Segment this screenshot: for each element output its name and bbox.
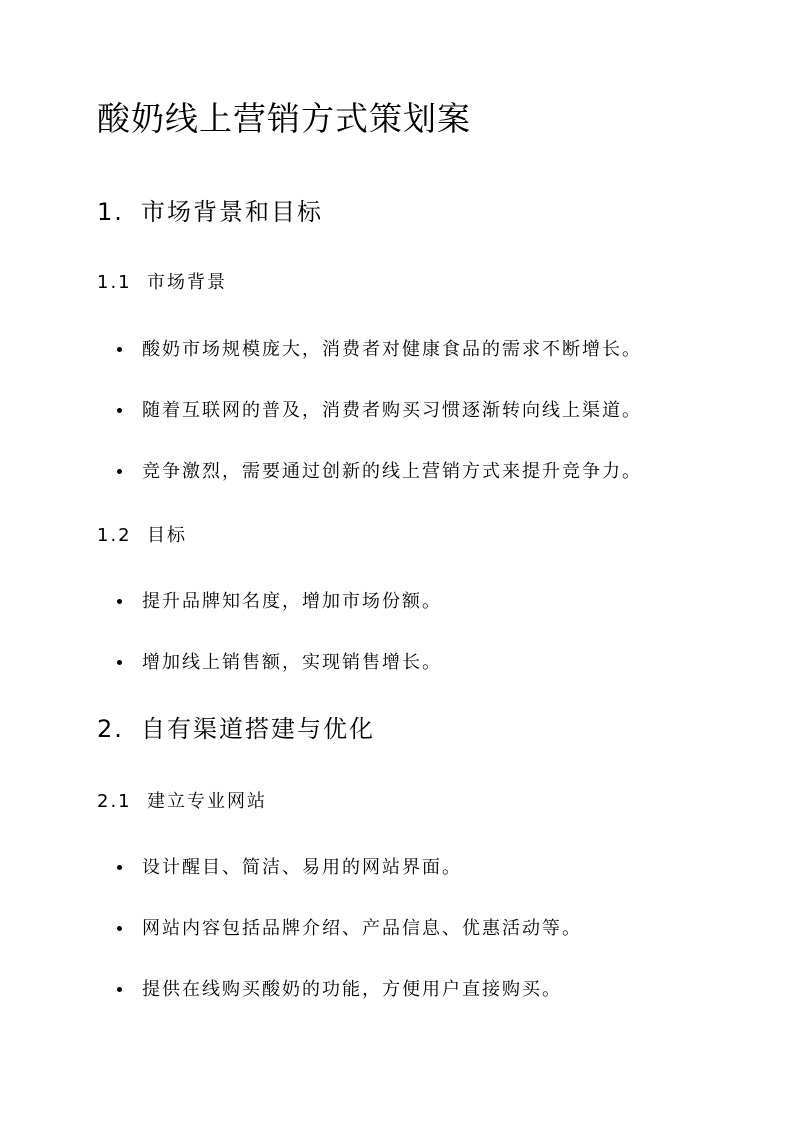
bullet-icon xyxy=(117,660,122,665)
bullet-icon xyxy=(117,865,122,870)
bullet-icon xyxy=(117,469,122,474)
list-item-text: 设计醒目、简洁、易用的网站界面。 xyxy=(142,857,462,878)
list-item-text: 增加线上销售额，实现销售增长。 xyxy=(142,652,442,673)
subsection-1-2-number: 1.2 xyxy=(97,525,132,546)
bullet-icon xyxy=(117,408,122,413)
subsection-1-2-title: 目标 xyxy=(147,525,187,546)
list-item-text: 随着互联网的普及，消费者购买习惯逐渐转向线上渠道。 xyxy=(142,400,642,421)
list-item xyxy=(117,650,442,676)
bullet-icon xyxy=(117,987,122,992)
list-item-text: 提升品牌知名度，增加市场份额。 xyxy=(142,591,442,612)
subsection-2-1-heading xyxy=(97,790,267,814)
section-2-number: 2. xyxy=(97,715,124,743)
subsection-1-1-title: 市场背景 xyxy=(147,272,227,293)
section-1-title: 市场背景和目标 xyxy=(141,198,323,226)
list-item xyxy=(117,398,642,424)
subsection-2-1-title: 建立专业网站 xyxy=(147,791,267,812)
subsection-2-1-number: 2.1 xyxy=(97,791,132,812)
bullet-icon xyxy=(117,599,122,604)
section-2-title: 自有渠道搭建与优化 xyxy=(141,715,375,743)
bullet-icon xyxy=(117,926,122,931)
list-item xyxy=(117,855,462,881)
list-item-text: 提供在线购买酸奶的功能，方便用户直接购买。 xyxy=(142,979,562,1000)
list-item xyxy=(117,916,582,942)
subsection-1-1-heading xyxy=(97,271,227,295)
list-item-text: 竞争激烈，需要通过创新的线上营销方式来提升竞争力。 xyxy=(142,461,642,482)
section-1-heading xyxy=(97,196,323,228)
list-item xyxy=(117,977,562,1003)
list-item xyxy=(117,337,642,363)
list-item-text: 酸奶市场规模庞大，消费者对健康食品的需求不断增长。 xyxy=(142,339,642,360)
list-item xyxy=(117,589,442,615)
document-title: 酸奶线上营销方式策划案 xyxy=(97,99,471,138)
list-item xyxy=(117,459,642,485)
list-item-text: 网站内容包括品牌介绍、产品信息、优惠活动等。 xyxy=(142,918,582,939)
section-2-heading xyxy=(97,713,375,745)
section-1-number: 1. xyxy=(97,198,124,226)
subsection-1-2-heading xyxy=(97,524,187,548)
bullet-icon xyxy=(117,347,122,352)
subsection-1-1-number: 1.1 xyxy=(97,272,132,293)
